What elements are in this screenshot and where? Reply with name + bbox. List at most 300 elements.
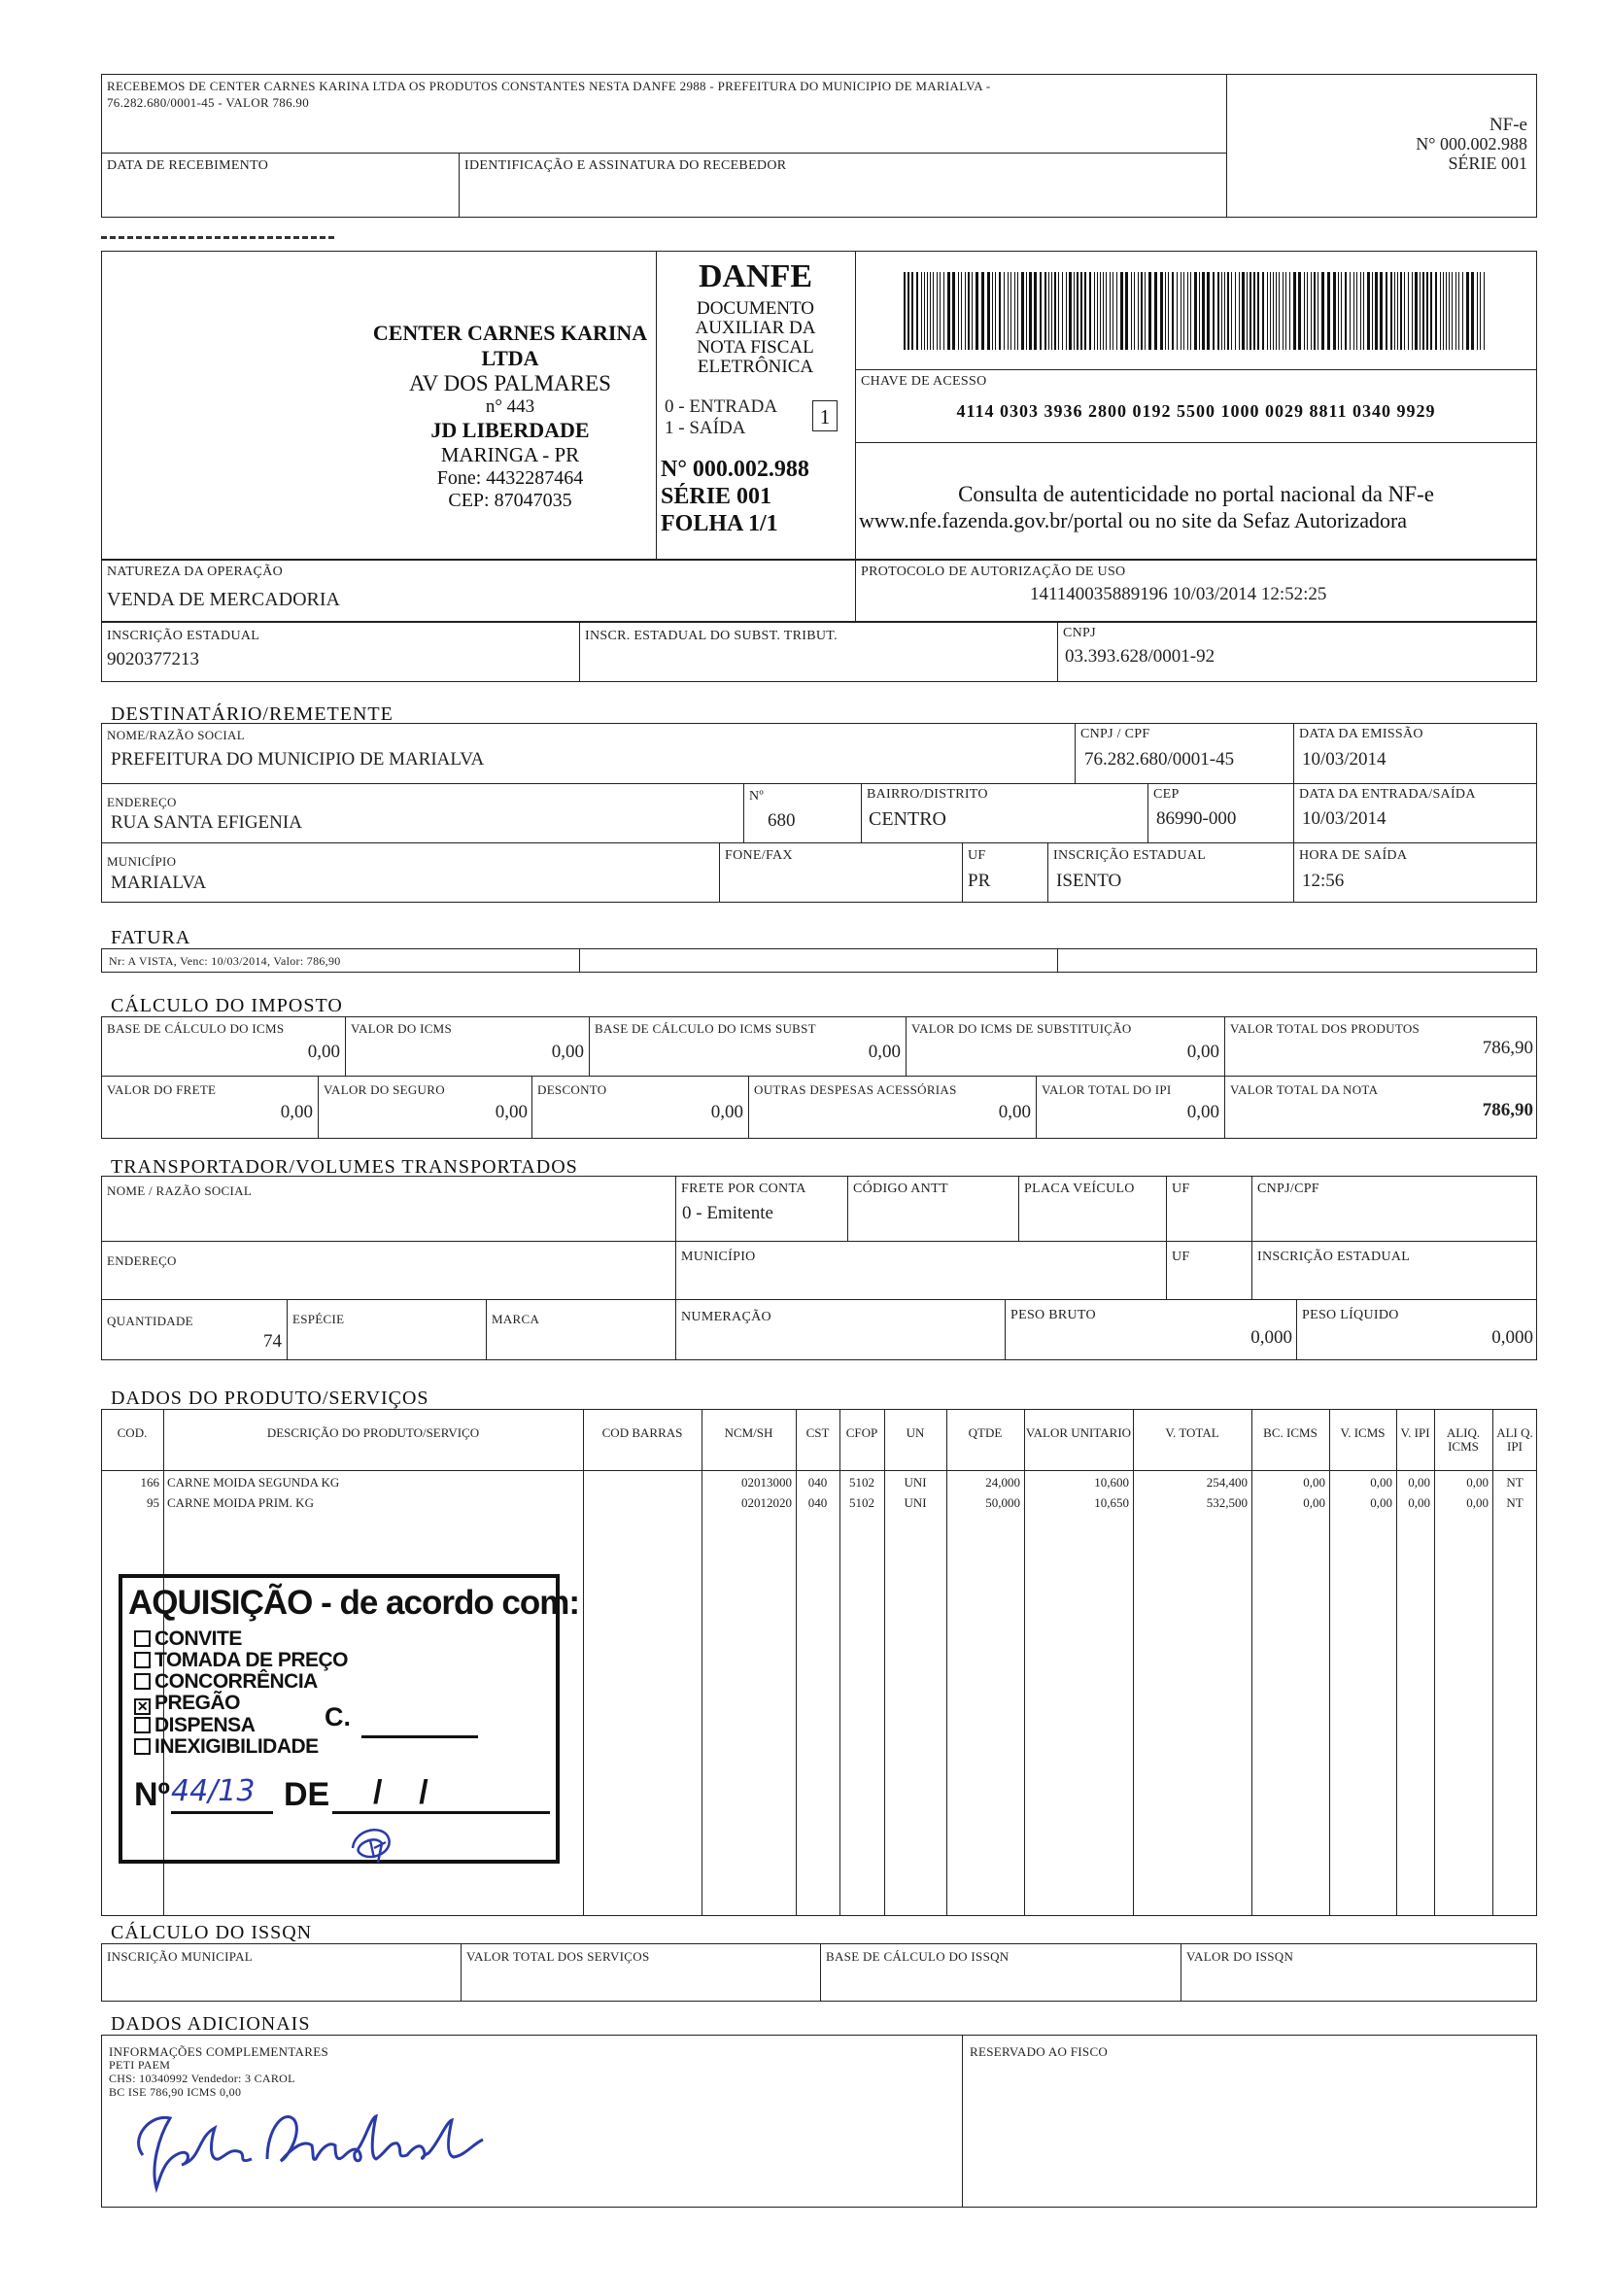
- stamp-c-line: [361, 1735, 478, 1738]
- table-cell: CARNE MOIDA SEGUNDA KG: [167, 1475, 340, 1490]
- fisco-reserved-label: RESERVADO AO FISCO: [970, 2044, 1109, 2059]
- gross-weight-value: 0,000: [1250, 1327, 1292, 1348]
- barcode-bar: [1221, 272, 1222, 350]
- uf-label: UF: [968, 848, 986, 863]
- table-cell: 50,000: [985, 1495, 1020, 1510]
- barcode-bar: [1089, 272, 1091, 350]
- receipt-text-line1: RECEBEMOS DE CENTER CARNES KARINA LTDA OS PRODUTOS CONSTANTES NESTA DANFE 2988 - PREFEITURA DO MUNICIPIO DE MARIALVA -: [107, 79, 991, 93]
- barcode-bar: [1375, 272, 1378, 350]
- emission-date-value: 10/03/2014: [1302, 749, 1386, 770]
- stamp-option-concorrencia: [134, 1671, 348, 1693]
- stamp-date-slashes: / /: [373, 1774, 428, 1811]
- barcode-bar: [940, 272, 941, 350]
- barcode-bar: [1415, 272, 1418, 350]
- ipi-total-label: VALOR TOTAL DO IPI: [1042, 1082, 1172, 1097]
- cnpj-value: 03.393.628/0001-92: [1065, 646, 1215, 667]
- danfe-desc-line: ELETRÔNICA: [697, 357, 814, 377]
- barcode-bar: [1106, 272, 1107, 350]
- barcode-bar: [1455, 272, 1456, 350]
- table-cell: 0,00: [1408, 1495, 1430, 1510]
- barcode-bar: [1213, 272, 1215, 350]
- table-header-cell: COD BARRAS: [601, 1425, 683, 1440]
- uf-value: PR: [968, 871, 991, 891]
- complementary-info-line: CHS: 10340992 Vendedor: 3 CAROL: [109, 2072, 295, 2085]
- barcode-bar: [1412, 272, 1413, 350]
- barcode-bar: [937, 272, 938, 350]
- barcode-bar: [1048, 272, 1049, 350]
- table-header-cell: QTDE: [968, 1425, 1003, 1440]
- barcode-bar: [1452, 272, 1453, 350]
- barcode-bar: [1165, 272, 1166, 350]
- barcode-bar: [1404, 272, 1405, 350]
- checkbox-icon: [134, 1652, 151, 1668]
- barcode-bar: [907, 272, 909, 350]
- complementary-info-line: BC ISE 786,90 ICMS 0,00: [109, 2085, 242, 2099]
- nature-value: VENDA DE MERCADORIA: [107, 589, 340, 610]
- table-cell: 166: [140, 1475, 159, 1490]
- receipt-nfe-label: NF-e: [1489, 115, 1527, 135]
- barcode-bar: [1333, 272, 1336, 350]
- tax-section-title: CÁLCULO DO IMPOSTO: [111, 995, 343, 1016]
- barcode-bar: [1148, 272, 1151, 350]
- danfe-serie: SÉRIE 001: [661, 484, 772, 509]
- freight-by-value: 0 - Emitente: [682, 1203, 773, 1223]
- barcode-bar: [1138, 272, 1139, 350]
- table-cell: 5102: [849, 1495, 874, 1510]
- barcode-bar: [1040, 272, 1042, 350]
- phone-label: FONE/FAX: [725, 848, 793, 863]
- barcode-bar: [1010, 272, 1011, 350]
- issqn-value-label: VALOR DO ISSQN: [1186, 1949, 1294, 1964]
- recipient-cnpj-label: CNPJ / CPF: [1080, 727, 1150, 741]
- table-cell: 0,00: [1370, 1475, 1392, 1490]
- emitter-district: JD LIBERDADE: [430, 418, 590, 442]
- danfe-desc-line: AUXILIAR DA: [695, 318, 816, 338]
- table-header-cell: VALOR UNITARIO: [1025, 1425, 1132, 1440]
- barcode-bar: [1131, 272, 1132, 350]
- barcode-bar: [1253, 272, 1255, 350]
- city-label: MUNICÍPIO: [107, 854, 177, 869]
- table-header-cell: CFOP: [845, 1425, 878, 1440]
- emitter-name-2: LTDA: [481, 346, 539, 370]
- table-column-divider: [1492, 1409, 1493, 1916]
- barcode-bar: [1044, 272, 1046, 350]
- icms-st-value-label: VALOR DO ICMS DE SUBSTITUIÇÃO: [911, 1021, 1132, 1036]
- barcode-bar: [1360, 272, 1361, 350]
- barcode-bar: [987, 272, 990, 350]
- table-column-divider: [583, 1409, 584, 1916]
- barcode-bar: [1026, 272, 1027, 350]
- barcode-bar: [927, 272, 928, 350]
- complementary-info-label: INFORMAÇÕES COMPLEMENTARES: [109, 2044, 328, 2059]
- danfe-entry-option: 0 - ENTRADA: [665, 396, 778, 417]
- table-cell: 95: [147, 1495, 159, 1510]
- emitter-phone: Fone: 4432287464: [436, 467, 584, 489]
- district-value: CENTRO: [869, 808, 946, 830]
- barcode-bar: [1289, 272, 1290, 350]
- checkbox-icon: [134, 1717, 151, 1733]
- table-cell: UNI: [904, 1495, 927, 1510]
- barcode-bar: [1017, 272, 1018, 350]
- barcode-bar: [1367, 272, 1370, 350]
- barcode-bar: [1172, 272, 1174, 350]
- table-cell: 5102: [849, 1475, 874, 1490]
- species-label: ESPÉCIE: [292, 1312, 345, 1326]
- stamp-option-label: CONVITE: [154, 1628, 242, 1650]
- barcode-bar: [1097, 272, 1098, 350]
- barcode-bar: [1449, 272, 1450, 350]
- barcode-bar: [1341, 272, 1342, 350]
- insurance-label: VALOR DO SEGURO: [324, 1082, 445, 1097]
- table-header-cell: CST: [805, 1425, 830, 1440]
- table-cell: 532,500: [1206, 1495, 1248, 1510]
- services-total-label: VALOR TOTAL DOS SERVIÇOS: [466, 1949, 650, 1964]
- barcode-bar: [1103, 272, 1104, 350]
- carrier-address-label: ENDEREÇO: [107, 1253, 177, 1268]
- stamp-option-label: DISPENSA: [154, 1714, 256, 1736]
- barcode-bar: [1293, 272, 1296, 350]
- stamp-option-dispensa: [134, 1715, 348, 1736]
- net-weight-value: 0,000: [1491, 1327, 1533, 1348]
- barcode-bar: [1321, 272, 1324, 350]
- protocol-label: PROTOCOLO DE AUTORIZAÇÃO DE USO: [861, 565, 1126, 579]
- barcode-bar: [1477, 272, 1478, 350]
- gross-weight-label: PESO BRUTO: [1010, 1308, 1096, 1322]
- table-column-divider: [946, 1409, 947, 1916]
- emitter-number: n° 443: [485, 396, 535, 417]
- table-cell: 040: [807, 1475, 828, 1490]
- barcode-bar: [1353, 272, 1354, 350]
- table-header-cell: V. ICMS: [1340, 1425, 1386, 1440]
- barcode-bar: [1443, 272, 1444, 350]
- table-header-cell: DESCRIÇÃO DO PRODUTO/SERVIÇO: [266, 1425, 480, 1440]
- freight-value: 0,00: [280, 1102, 313, 1122]
- icms-value-label: VALOR DO ICMS: [351, 1021, 453, 1036]
- barcode: [904, 272, 1487, 350]
- icms-value-value: 0,00: [551, 1042, 584, 1062]
- danfe-folha: FOLHA 1/1: [661, 511, 778, 536]
- danfe-type-box: 1: [812, 400, 838, 431]
- table-cell: 254,400: [1206, 1475, 1248, 1490]
- barcode-bar: [981, 272, 984, 350]
- barcode-bar: [1051, 272, 1052, 350]
- stamp-option-label: TOMADA DE PREÇO: [154, 1649, 349, 1671]
- cep-value: 86990-000: [1156, 808, 1237, 829]
- consult-line2: www.nfe.fazenda.gov.br/portal ou no site da Sefaz Autorizadora: [859, 508, 1408, 532]
- carrier-cnpj-label: CNPJ/CPF: [1257, 1182, 1319, 1196]
- stamp-options: [134, 1628, 348, 1758]
- barcode-bar: [930, 272, 931, 350]
- checked-checkbox-icon: ✕: [134, 1698, 151, 1715]
- stamp-number-label: Nº: [134, 1776, 170, 1813]
- barcode-bar: [1029, 272, 1032, 350]
- barcode-bar: [992, 272, 993, 350]
- consult-line1: Consulta de autenticidade no portal nacional da NF-e: [958, 482, 1434, 506]
- carrier-name-label: NOME / RAZÃO SOCIAL: [107, 1183, 253, 1198]
- table-column-divider: [796, 1409, 797, 1916]
- table-column-divider: [1396, 1409, 1397, 1916]
- products-total-label: VALOR TOTAL DOS PRODUTOS: [1230, 1021, 1421, 1036]
- numbering-label: NUMERAÇÃO: [681, 1310, 771, 1324]
- barcode-bar: [1021, 272, 1024, 350]
- barcode-bar: [1435, 272, 1437, 350]
- table-cell: 0,00: [1303, 1495, 1325, 1510]
- barcode-bar: [961, 272, 962, 350]
- barcode-bar: [1008, 272, 1009, 350]
- recipient-section-title: DESTINATÁRIO/REMETENTE: [111, 703, 394, 725]
- barcode-bar: [1199, 272, 1200, 350]
- barcode-bar: [1004, 272, 1005, 350]
- recipient-ie-label: INSCRIÇÃO ESTADUAL: [1053, 848, 1207, 863]
- carrier-ie-label: INSCRIÇÃO ESTADUAL: [1257, 1250, 1411, 1264]
- access-key-label: CHAVE DE ACESSO: [861, 374, 987, 389]
- barcode-bar: [1247, 272, 1248, 350]
- barcode-bar: [924, 272, 925, 350]
- stamp-option-convite: [134, 1628, 348, 1650]
- barcode-bar: [1314, 272, 1316, 350]
- barcode-bar: [1304, 272, 1305, 350]
- table-header-cell: V. TOTAL: [1165, 1425, 1219, 1440]
- table-header-cell: NCM/SH: [724, 1425, 773, 1440]
- table-cell: 0,00: [1370, 1495, 1392, 1510]
- barcode-bar: [1190, 272, 1191, 350]
- barcode-bar: [995, 272, 996, 350]
- barcode-bar: [1094, 272, 1095, 350]
- table-header-cell: ALIQ. ICMS: [1446, 1425, 1481, 1454]
- table-header-cell: V. IPI: [1400, 1425, 1430, 1440]
- antt-label: CÓDIGO ANTT: [853, 1182, 948, 1196]
- emitter-city: MARINGA - PR: [440, 443, 580, 466]
- barcode-bar: [1394, 272, 1395, 350]
- barcode-bar: [1276, 272, 1277, 350]
- table-cell: UNI: [904, 1475, 927, 1490]
- note-total-value: 786,90: [1482, 1100, 1533, 1120]
- barcode-bar: [1062, 272, 1063, 350]
- table-column-divider: [839, 1409, 840, 1916]
- ie-label: INSCRIÇÃO ESTADUAL: [107, 629, 260, 643]
- barcode-bar: [1327, 272, 1330, 350]
- icms-st-base-value: 0,00: [868, 1042, 901, 1062]
- barcode-bar: [1458, 272, 1459, 350]
- district-label: BAIRRO/DISTRITO: [867, 787, 988, 802]
- issqn-base-label: BASE DE CÁLCULO DO ISSQN: [826, 1949, 1010, 1964]
- danfe-number: N° 000.002.988: [661, 457, 809, 482]
- transport-section-title: TRANSPORTADOR/VOLUMES TRANSPORTADOS: [111, 1156, 578, 1178]
- stamp-de-label: DE: [284, 1776, 330, 1813]
- table-cell: 24,000: [985, 1475, 1020, 1490]
- barcode-bar: [1426, 272, 1428, 350]
- barcode-bar: [1386, 272, 1387, 350]
- barcode-bar: [921, 272, 922, 350]
- danfe-desc-line: NOTA FISCAL: [697, 337, 814, 358]
- barcode-bar: [1177, 272, 1178, 350]
- table-column-divider: [1434, 1409, 1435, 1916]
- barcode-bar: [976, 272, 978, 350]
- table-cell: 0,00: [1303, 1475, 1325, 1490]
- quantity-value: 74: [263, 1331, 282, 1352]
- table-column-divider: [884, 1409, 885, 1916]
- recipient-ie-value: ISENTO: [1056, 871, 1122, 891]
- exit-time-label: HORA DE SAÍDA: [1299, 848, 1408, 863]
- receipt-nfe-number: N° 000.002.988: [1416, 134, 1527, 154]
- table-header-cell: COD.: [117, 1425, 148, 1440]
- barcode-bar: [1484, 272, 1485, 350]
- barcode-bar: [1134, 272, 1135, 350]
- barcode-bar: [916, 272, 918, 350]
- receipt-signature-label: IDENTIFICAÇÃO E ASSINATURA DO RECEBEDOR: [464, 158, 787, 173]
- barcode-bar: [1273, 272, 1274, 350]
- emitter-name: CENTER CARNES KARINA: [372, 321, 648, 345]
- barcode-bar: [1080, 272, 1082, 350]
- net-weight-label: PESO LÍQUIDO: [1302, 1308, 1399, 1322]
- cut-line: [101, 236, 334, 239]
- brand-label: MARCA: [492, 1312, 540, 1326]
- entry-date-value: 10/03/2014: [1302, 808, 1386, 829]
- receipt-nfe-serie: SÉRIE 001: [1448, 154, 1527, 173]
- recipient-cnpj-value: 76.282.680/0001-45: [1084, 749, 1235, 770]
- barcode-bar: [999, 272, 1001, 350]
- table-header-cell: ALI Q. IPI: [1496, 1425, 1533, 1454]
- table-cell: 02012020: [741, 1495, 792, 1510]
- barcode-bar: [1270, 272, 1271, 350]
- insurance-value: 0,00: [495, 1102, 528, 1122]
- icms-st-base-label: BASE DE CÁLCULO DO ICMS SUBST: [595, 1021, 816, 1036]
- barcode-bar: [972, 272, 973, 350]
- barcode-bar: [1217, 272, 1219, 350]
- address-number-value: 680: [768, 810, 796, 831]
- carrier-uf2-label: UF: [1172, 1250, 1190, 1264]
- barcode-bar: [1257, 272, 1259, 350]
- barcode-bar: [952, 272, 955, 350]
- barcode-bar: [1471, 272, 1474, 350]
- barcode-bar: [1084, 272, 1086, 350]
- barcode-bar: [1350, 272, 1351, 350]
- barcode-bar: [1145, 272, 1146, 350]
- barcode-bar: [1202, 272, 1205, 350]
- table-cell: CARNE MOIDA PRIM. KG: [167, 1495, 314, 1510]
- barcode-bar: [965, 272, 966, 350]
- barcode-bar: [1058, 272, 1059, 350]
- additional-section-title: DADOS ADICIONAIS: [111, 2013, 311, 2035]
- barcode-bar: [1100, 272, 1101, 350]
- stamp-option-label: CONCORRÊNCIA: [154, 1670, 318, 1693]
- barcode-bar: [1397, 272, 1398, 350]
- handwritten-signature: [121, 2099, 510, 2196]
- barcode-bar: [911, 272, 913, 350]
- barcode-bar: [1372, 272, 1373, 350]
- city-value: MARIALVA: [111, 873, 207, 893]
- barcode-bar: [1250, 272, 1251, 350]
- stamp-option-label: PREGÃO: [154, 1692, 241, 1714]
- note-total-label: VALOR TOTAL DA NOTA: [1230, 1082, 1379, 1097]
- carrier-city-label: MUNICÍPIO: [681, 1250, 756, 1264]
- icms-st-value-value: 0,00: [1186, 1042, 1219, 1062]
- barcode-bar: [1074, 272, 1075, 350]
- barcode-bar: [1356, 272, 1357, 350]
- address-label: ENDEREÇO: [107, 795, 177, 809]
- stamp-c-label: C.: [325, 1702, 351, 1731]
- barcode-bar: [1267, 272, 1268, 350]
- initials-signature: [345, 1819, 403, 1868]
- barcode-bar: [904, 272, 906, 350]
- address-value: RUA SANTA EFIGENIA: [111, 812, 302, 833]
- barcode-bar: [968, 272, 970, 350]
- freight-label: VALOR DO FRETE: [107, 1082, 217, 1097]
- emitter-cep: CEP: 87047035: [448, 490, 572, 511]
- barcode-bar: [1168, 272, 1169, 350]
- stamp-number-line: [171, 1811, 273, 1814]
- other-expenses-label: OUTRAS DESPESAS ACESSÓRIAS: [754, 1082, 957, 1097]
- barcode-bar: [1430, 272, 1432, 350]
- municipal-registration-label: INSCRIÇÃO MUNICIPAL: [107, 1949, 254, 1964]
- table-column-divider: [1251, 1409, 1252, 1916]
- plate-label: PLACA VEÍCULO: [1024, 1182, 1135, 1196]
- table-cell: 0,00: [1408, 1475, 1430, 1490]
- barcode-bar: [1480, 272, 1481, 350]
- barcode-bar: [947, 272, 950, 350]
- quantity-label: QUANTIDADE: [107, 1314, 193, 1328]
- carrier-uf-label: UF: [1172, 1182, 1190, 1196]
- table-header-cell: BC. ICMS: [1263, 1425, 1318, 1440]
- barcode-bar: [1014, 272, 1015, 350]
- access-key-value: 4114 0303 3936 2800 0192 5500 1000 0029 8811 0340 9929: [956, 401, 1436, 421]
- table-cell: NT: [1506, 1475, 1523, 1490]
- barcode-bar: [933, 272, 934, 350]
- recipient-name-value: PREFEITURA DO MUNICIPIO DE MARIALVA: [111, 749, 485, 770]
- discount-value: 0,00: [710, 1102, 743, 1122]
- table-header-cell: UN: [906, 1425, 925, 1440]
- danfe-title: DANFE: [698, 258, 813, 294]
- barcode-bar: [1400, 272, 1402, 350]
- barcode-bar: [1242, 272, 1245, 350]
- cep-label: CEP: [1153, 787, 1180, 802]
- barcode-bar: [1298, 272, 1301, 350]
- barcode-bar: [958, 272, 959, 350]
- barcode-bar: [1311, 272, 1312, 350]
- danfe-desc-line: DOCUMENTO: [696, 298, 815, 319]
- icms-base-label: BASE DE CÁLCULO DO ICMS: [107, 1021, 285, 1036]
- barcode-bar: [1279, 272, 1280, 350]
- receipt-text-line2: 76.282.680/0001-45 - VALOR 786.90: [107, 95, 310, 110]
- barcode-bar: [1307, 272, 1308, 350]
- barcode-bar: [1363, 272, 1364, 350]
- barcode-bar: [1262, 272, 1264, 350]
- stamp-date-line: [332, 1811, 550, 1814]
- nature-label: NATUREZA DA OPERAÇÃO: [107, 565, 284, 579]
- ipi-total-value: 0,00: [1186, 1102, 1219, 1122]
- ie-value: 9020377213: [107, 649, 199, 669]
- issqn-box: [101, 1943, 1537, 2002]
- table-column-divider: [1024, 1409, 1025, 1916]
- danfe-exit-option: 1 - SAÍDA: [665, 418, 746, 438]
- barcode-bar: [1390, 272, 1392, 350]
- table-cell: 040: [807, 1495, 828, 1510]
- barcode-bar: [1224, 272, 1225, 350]
- emission-date-label: DATA DA EMISSÃO: [1299, 727, 1423, 741]
- barcode-bar: [1466, 272, 1469, 350]
- checkbox-icon: [134, 1630, 151, 1647]
- products-total-value: 786,90: [1482, 1038, 1533, 1058]
- ie-st-label: INSCR. ESTADUAL DO SUBST. TRIBUT.: [585, 629, 838, 643]
- table-cell: NT: [1506, 1495, 1523, 1510]
- barcode-bar: [1120, 272, 1123, 350]
- barcode-bar: [1069, 272, 1072, 350]
- entry-date-label: DATA DA ENTRADA/SAÍDA: [1299, 787, 1476, 802]
- barcode-bar: [1231, 272, 1232, 350]
- barcode-bar: [1283, 272, 1284, 350]
- table-cell: 10,650: [1094, 1495, 1129, 1510]
- barcode-bar: [1077, 272, 1078, 350]
